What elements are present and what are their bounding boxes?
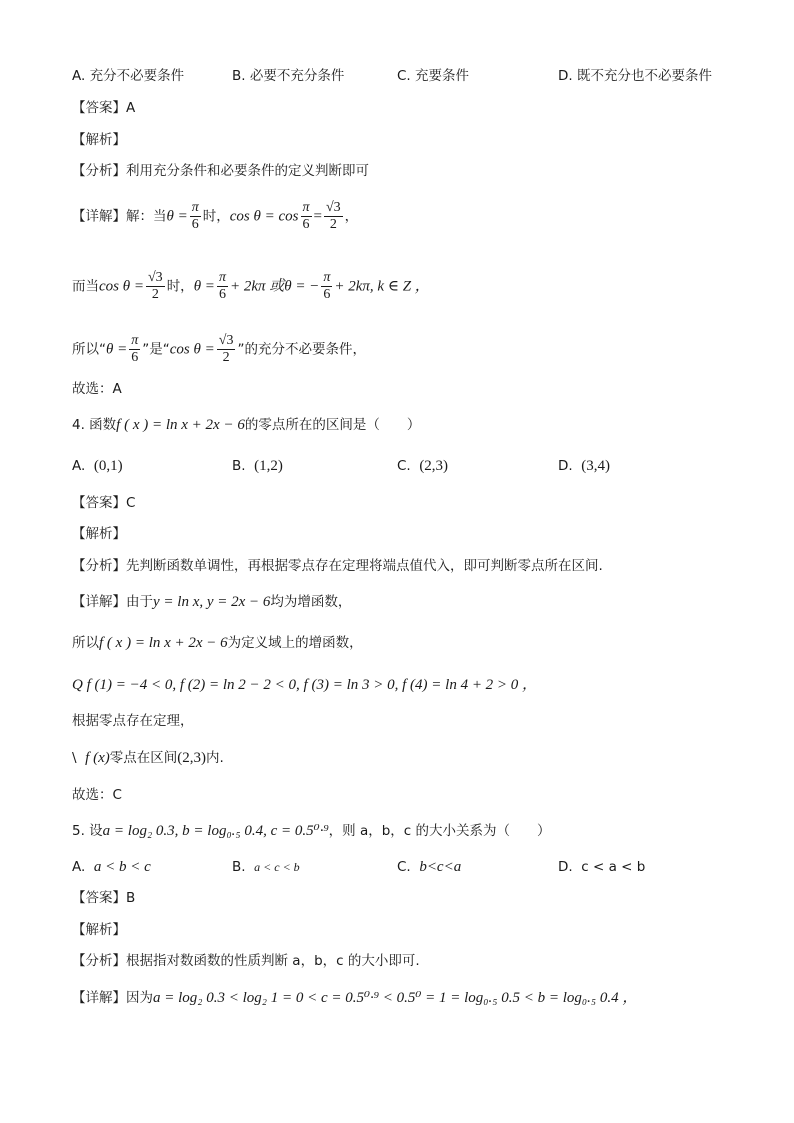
q5-option-c: C. b<c<a <box>397 859 462 875</box>
q5-detail-prefix: 【详解】因为 <box>72 990 153 1006</box>
q4-analysis: 【分析】先判断函数单调性，再根据零点存在定理将端点值代入，即可判断零点所在区间. <box>72 558 603 574</box>
q3-frac-pi-6-d: $\frac{\pi}{6}$ <box>323 270 331 302</box>
q5-stem-prefix: 5. 设 <box>72 823 103 839</box>
q4-option-d: D. (3,4) <box>558 458 611 474</box>
q4-line5-interval: (2,3) <box>177 750 206 766</box>
q3-theta-eq-3: θ = <box>106 341 128 358</box>
q3-cos-eq: cos θ = <box>99 278 144 295</box>
q3-analysis-heading: 【解析】 <box>72 132 126 148</box>
q3-option-b: B. 必要不充分条件 <box>232 68 345 84</box>
q3-select: 故选：A <box>72 381 122 397</box>
q4-line2-prefix: 所以 <box>72 635 99 651</box>
q3-plus-2kpi-or: + 2kπ 或 <box>229 278 285 295</box>
q4-line2-suffix: 为定义域上的增函数， <box>227 635 363 651</box>
q4-stem-suffix: 的零点所在的区间是（ ） <box>244 417 421 433</box>
q3-theta-eq: θ = <box>166 208 188 225</box>
q4-detail-suffix: 均为增函数， <box>270 594 352 610</box>
q4-stem <box>72 416 420 434</box>
q4-analysis-heading: 【解析】 <box>72 526 126 542</box>
q4-stem-formula: f ( x ) = ln x + 2x − 6 <box>116 417 245 433</box>
q5-detail-formula: a = log₂ 0.3 < log₂ 1 = 0 < c = 0.5⁰·⁹ < 0.5⁰ = 1 = log₀.₅ 0.5 < b = log₀.₅ 0.4 ， <box>153 990 638 1006</box>
q3-plus-2kpi-kz: + 2kπ, k ∈ Z ， <box>334 278 430 295</box>
q3-shi: 时， <box>202 208 230 225</box>
q4-answer: 【答案】C <box>72 495 136 511</box>
q4-fx: f (x) <box>85 750 110 766</box>
q3-frac-pi-6-b: $\frac{\pi}{6}$ <box>302 200 310 232</box>
q4-select: 故选：C <box>72 787 122 803</box>
q5-analysis-heading: 【解析】 <box>72 922 126 938</box>
q3-theta-eq-2: θ = <box>193 278 215 295</box>
q5-option-d: D. c < a < b <box>558 859 646 875</box>
q4-detail-prefix: 【详解】由于 <box>72 594 153 610</box>
q3-tail: ”的充分不必要条件， <box>237 341 366 358</box>
q4-line5-suffix: 内. <box>205 750 224 766</box>
q4-detail-line-5 <box>72 749 224 767</box>
q5-option-a: A. a < b < c <box>72 859 151 875</box>
q3-shi3: ”是“ <box>142 341 170 358</box>
q3-detail-label: 【详解】解：当 <box>72 208 167 225</box>
q5-stem-formula: a = log₂ 0.3, b = log₀.₅ 0.4, c = 0.5⁰·⁹ <box>102 823 329 839</box>
q4-option-b: B. (1,2) <box>232 458 283 474</box>
q4-line2-formula: f ( x ) = ln x + 2x − 6 <box>99 635 228 651</box>
q3-frac-pi-6-c: $\frac{\pi}{6}$ <box>218 270 226 302</box>
q4-detail-line-1 <box>72 593 351 611</box>
q5-stem-suffix: ，则 a，b，c 的大小关系为（ ） <box>328 823 551 839</box>
q4-option-a: A. (0,1) <box>72 458 123 474</box>
q5-option-b: B. a < c < b <box>232 859 300 875</box>
q4-detail-line-3: Q f (1) = −4 < 0, f (2) = ln 2 − 2 < 0, f (3) = ln 3 > 0, f (4) = ln 4 + 2 > 0 ， <box>72 677 538 693</box>
q3-analysis: 【分析】利用充分条件和必要条件的定义判断即可 <box>72 163 369 179</box>
q3-shi2: 时， <box>166 278 194 295</box>
q3-detail-line-2 <box>72 270 430 303</box>
q5-stem <box>72 822 551 840</box>
q3-frac-sqrt3-2-b: $\frac{√3}{2}$ <box>148 270 163 302</box>
q4-line5-mid: 零点在区间 <box>109 750 178 766</box>
q3-option-c: C. 充要条件 <box>397 68 470 84</box>
q3-cos-eq-2: cos θ = <box>169 341 215 358</box>
q4-detail-line-4: 根据零点存在定理， <box>72 713 194 729</box>
q3-answer: 【答案】A <box>72 100 136 116</box>
q3-detail-line-1: 【详解】解：当θ = $\frac{\pi}{6}$ 时，cos θ = cos $\frac{\pi}{6}$ = $\frac{√3}{2}$ ， <box>72 200 359 232</box>
q5-detail-line-1 <box>72 989 637 1007</box>
q4-stem-prefix: 4. 函数 <box>72 417 117 433</box>
q5-analysis: 【分析】根据指对数函数的性质判断 a，b，c 的大小即可. <box>72 953 420 969</box>
q3-frac-sqrt3-2: $\frac{√3}{2}$ <box>325 200 341 232</box>
q3-frac-pi-6: $\frac{\pi}{6}$ <box>191 200 199 232</box>
q3-option-a: A. 充分不必要条件 <box>72 68 185 84</box>
q3-theta-eq-minus: θ = − <box>284 278 320 295</box>
q3-frac-pi-6-e: $\frac{\pi}{6}$ <box>131 333 139 365</box>
q3-frac-sqrt3-2-c: $\frac{√3}{2}$ <box>218 333 234 365</box>
q4-therefore-mark: \ <box>72 750 77 766</box>
q3-option-d: D. 既不充分也不必要条件 <box>558 68 712 84</box>
q4-detail-line-2 <box>72 634 363 652</box>
q3-suoyi: 所以“ <box>72 341 106 358</box>
q4-option-c: C. (2,3) <box>397 458 449 474</box>
q3-er-dang: 而当 <box>72 278 99 295</box>
q3-detail-line-3 <box>72 333 366 366</box>
q5-answer: 【答案】B <box>72 890 136 906</box>
q3-cos-eq-cos: cos θ = cos <box>229 208 299 225</box>
q3-comma: ， <box>344 208 359 225</box>
q4-detail-formula: y = ln x, y = 2x − 6 <box>153 594 271 610</box>
